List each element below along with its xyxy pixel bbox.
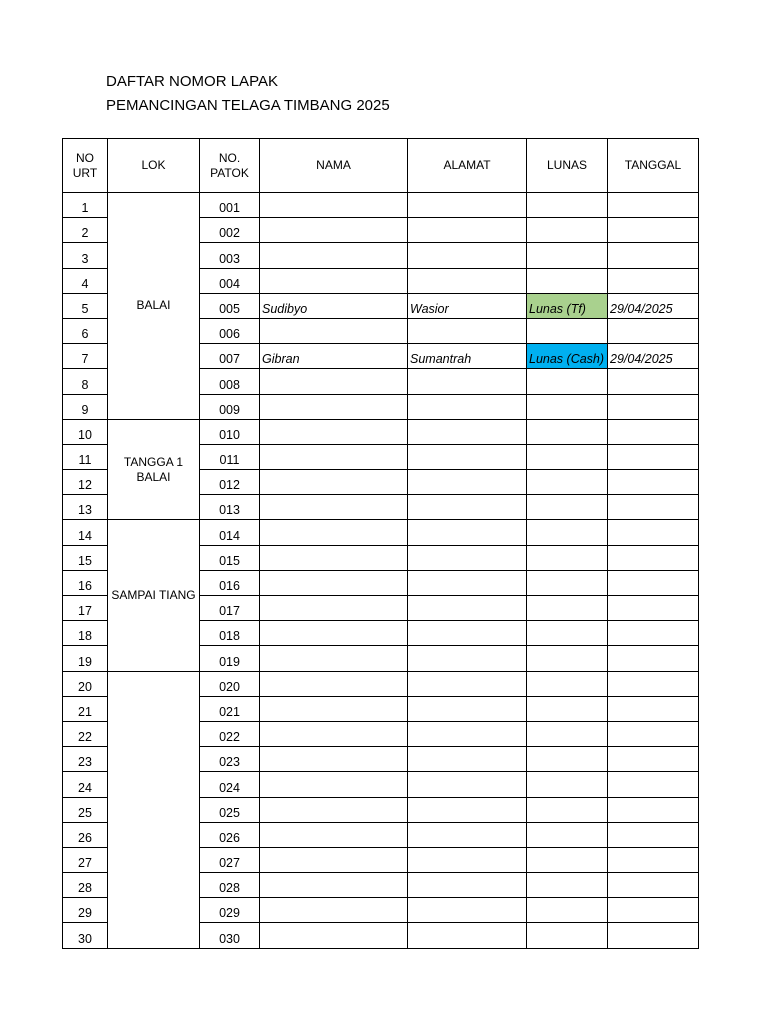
lunas-cell (527, 570, 608, 595)
lunas-cell (527, 545, 608, 570)
table-row (63, 520, 699, 545)
tanggal-cell (608, 873, 699, 898)
alamat-cell (408, 193, 527, 218)
header-tanggal: TANGGAL (608, 139, 699, 193)
tanggal-cell (608, 218, 699, 243)
no-patok-cell: 019 (200, 646, 260, 671)
nama-cell (260, 369, 408, 394)
lok-group-label: TANGGA 1 BALAI (123, 454, 184, 484)
header-no-patok: NO. PATOK (200, 139, 260, 193)
nama-cell (260, 747, 408, 772)
nama-cell (260, 193, 408, 218)
header-nama: NAMA (260, 139, 408, 193)
lunas-cell (527, 696, 608, 721)
alamat-cell (408, 268, 527, 293)
alamat-cell (408, 772, 527, 797)
nama-cell (260, 772, 408, 797)
no-patok-cell: 008 (200, 369, 260, 394)
lunas-cell (527, 772, 608, 797)
document-title: DAFTAR NOMOR LAPAK (106, 73, 278, 90)
alamat-cell (408, 696, 527, 721)
table-row (63, 193, 699, 218)
tanggal-cell (608, 671, 699, 696)
header-lok: LOK (108, 139, 200, 193)
nama-cell (260, 797, 408, 822)
no-patok-cell: 005 (200, 293, 260, 318)
tanggal-cell: 29/04/2025 (608, 344, 699, 369)
no-urt-cell: 13 (63, 495, 108, 520)
tanggal-cell (608, 318, 699, 343)
alamat-cell (408, 545, 527, 570)
no-urt-cell: 9 (63, 394, 108, 419)
lunas-cell (527, 444, 608, 469)
no-patok-cell: 001 (200, 193, 260, 218)
no-urt-cell: 14 (63, 520, 108, 545)
no-urt-cell: 28 (63, 873, 108, 898)
no-patok-cell: 002 (200, 218, 260, 243)
no-urt-cell: 10 (63, 419, 108, 444)
alamat-cell (408, 243, 527, 268)
no-patok-cell: 011 (200, 444, 260, 469)
tanggal-cell: 29/04/2025 (608, 293, 699, 318)
no-patok-cell: 027 (200, 847, 260, 872)
no-urt-cell: 7 (63, 344, 108, 369)
no-patok-cell: 006 (200, 318, 260, 343)
tanggal-cell (608, 570, 699, 595)
alamat-cell (408, 394, 527, 419)
alamat-cell (408, 369, 527, 394)
tanggal-cell (608, 193, 699, 218)
alamat-cell (408, 847, 527, 872)
lunas-cell (527, 923, 608, 948)
no-urt-cell: 20 (63, 671, 108, 696)
alamat-cell (408, 218, 527, 243)
nama-cell (260, 318, 408, 343)
nama-cell (260, 495, 408, 520)
lunas-cell (527, 797, 608, 822)
nama-cell (260, 646, 408, 671)
lunas-cell (527, 646, 608, 671)
table-row (63, 419, 699, 444)
lunas-cell (527, 470, 608, 495)
alamat-cell (408, 495, 527, 520)
alamat-cell (408, 822, 527, 847)
nama-cell (260, 721, 408, 746)
tanggal-cell (608, 444, 699, 469)
no-urt-cell: 6 (63, 318, 108, 343)
no-patok-cell: 009 (200, 394, 260, 419)
alamat-cell (408, 318, 527, 343)
lok-group-cell (108, 520, 200, 671)
tanggal-cell (608, 369, 699, 394)
no-patok-cell: 028 (200, 873, 260, 898)
table-body (63, 193, 699, 949)
no-urt-cell: 4 (63, 268, 108, 293)
alamat-cell (408, 419, 527, 444)
lunas-cell (527, 218, 608, 243)
no-urt-cell: 25 (63, 797, 108, 822)
no-urt-cell: 19 (63, 646, 108, 671)
alamat-cell (408, 898, 527, 923)
no-urt-cell: 17 (63, 596, 108, 621)
no-patok-cell: 025 (200, 797, 260, 822)
nama-cell (260, 570, 408, 595)
lunas-cell (527, 873, 608, 898)
nama-cell (260, 394, 408, 419)
no-patok-cell: 017 (200, 596, 260, 621)
no-urt-cell: 16 (63, 570, 108, 595)
lok-group-cell (108, 419, 200, 520)
lunas-cell: Lunas (Tf) (527, 293, 608, 318)
no-patok-cell: 012 (200, 470, 260, 495)
nama-cell (260, 545, 408, 570)
no-urt-cell: 30 (63, 923, 108, 948)
no-urt-cell: 2 (63, 218, 108, 243)
no-urt-cell: 12 (63, 470, 108, 495)
nama-cell (260, 470, 408, 495)
lok-group-label: SAMPAI TIANG (111, 588, 196, 602)
nama-cell (260, 621, 408, 646)
nama-cell (260, 671, 408, 696)
lunas-cell (527, 369, 608, 394)
alamat-cell (408, 923, 527, 948)
tanggal-cell (608, 847, 699, 872)
no-patok-cell: 003 (200, 243, 260, 268)
nama-cell (260, 268, 408, 293)
nama-cell (260, 696, 408, 721)
tanggal-cell (608, 621, 699, 646)
alamat-cell (408, 444, 527, 469)
no-urt-cell: 24 (63, 772, 108, 797)
no-patok-cell: 014 (200, 520, 260, 545)
lunas-cell (527, 721, 608, 746)
table-row (63, 671, 699, 696)
no-urt-cell: 21 (63, 696, 108, 721)
no-urt-cell: 26 (63, 822, 108, 847)
lunas-cell (527, 318, 608, 343)
header-lunas: LUNAS (527, 139, 608, 193)
tanggal-cell (608, 419, 699, 444)
nama-cell (260, 822, 408, 847)
alamat-cell (408, 520, 527, 545)
tanggal-cell (608, 596, 699, 621)
alamat-cell: Wasior (408, 293, 527, 318)
nama-cell (260, 596, 408, 621)
lok-group-cell (108, 193, 200, 420)
tanggal-cell (608, 898, 699, 923)
no-patok-cell: 010 (200, 419, 260, 444)
nama-cell (260, 520, 408, 545)
lok-group-label: BALAI (136, 298, 171, 313)
nama-cell: Gibran (260, 344, 408, 369)
alamat-cell (408, 646, 527, 671)
tanggal-cell (608, 696, 699, 721)
tanggal-cell (608, 747, 699, 772)
lunas-cell (527, 621, 608, 646)
no-patok-cell: 026 (200, 822, 260, 847)
tanggal-cell (608, 923, 699, 948)
no-patok-cell: 013 (200, 495, 260, 520)
tanggal-cell (608, 545, 699, 570)
alamat-cell (408, 470, 527, 495)
no-patok-cell: 007 (200, 344, 260, 369)
no-urt-cell: 8 (63, 369, 108, 394)
no-urt-cell: 3 (63, 243, 108, 268)
no-urt-cell: 15 (63, 545, 108, 570)
nama-cell (260, 873, 408, 898)
no-patok-cell: 018 (200, 621, 260, 646)
alamat-cell (408, 721, 527, 746)
no-patok-cell: 020 (200, 671, 260, 696)
no-patok-cell: 021 (200, 696, 260, 721)
alamat-cell (408, 873, 527, 898)
lunas-cell (527, 419, 608, 444)
no-urt-cell: 29 (63, 898, 108, 923)
no-patok-cell: 004 (200, 268, 260, 293)
lunas-cell (527, 822, 608, 847)
tanggal-cell (608, 394, 699, 419)
tanggal-cell (608, 520, 699, 545)
nama-cell (260, 243, 408, 268)
lunas-cell (527, 898, 608, 923)
nama-cell (260, 218, 408, 243)
nama-cell (260, 444, 408, 469)
lok-group-cell (108, 671, 200, 948)
alamat-cell (408, 570, 527, 595)
lunas-cell (527, 520, 608, 545)
tanggal-cell (608, 268, 699, 293)
nama-cell: Sudibyo (260, 293, 408, 318)
no-patok-cell: 015 (200, 545, 260, 570)
tanggal-cell (608, 772, 699, 797)
nama-cell (260, 898, 408, 923)
no-urt-cell: 5 (63, 293, 108, 318)
no-patok-cell: 023 (200, 747, 260, 772)
tanggal-cell (608, 646, 699, 671)
no-patok-cell: 029 (200, 898, 260, 923)
tanggal-cell (608, 721, 699, 746)
nama-cell (260, 923, 408, 948)
no-patok-cell: 022 (200, 721, 260, 746)
nama-cell (260, 847, 408, 872)
no-urt-cell: 1 (63, 193, 108, 218)
no-patok-cell: 016 (200, 570, 260, 595)
alamat-cell: Sumantrah (408, 344, 527, 369)
tanggal-cell (608, 495, 699, 520)
nama-cell (260, 419, 408, 444)
tanggal-cell (608, 243, 699, 268)
no-patok-cell: 024 (200, 772, 260, 797)
header-alamat: ALAMAT (408, 139, 527, 193)
no-urt-cell: 23 (63, 747, 108, 772)
header-no-urt: NO URT (63, 139, 108, 193)
lunas-cell (527, 495, 608, 520)
no-urt-cell: 11 (63, 444, 108, 469)
lunas-cell (527, 193, 608, 218)
tanggal-cell (608, 470, 699, 495)
alamat-cell (408, 596, 527, 621)
alamat-cell (408, 797, 527, 822)
alamat-cell (408, 747, 527, 772)
lapak-table (62, 138, 699, 949)
tanggal-cell (608, 822, 699, 847)
document-subtitle: PEMANCINGAN TELAGA TIMBANG 2025 (106, 97, 390, 114)
lunas-cell (527, 394, 608, 419)
alamat-cell (408, 671, 527, 696)
tanggal-cell (608, 797, 699, 822)
no-urt-cell: 27 (63, 847, 108, 872)
lunas-cell (527, 596, 608, 621)
alamat-cell (408, 621, 527, 646)
lunas-cell (527, 671, 608, 696)
lunas-cell (527, 847, 608, 872)
no-urt-cell: 18 (63, 621, 108, 646)
no-urt-cell: 22 (63, 721, 108, 746)
no-patok-cell: 030 (200, 923, 260, 948)
header-row (63, 139, 699, 193)
lunas-cell (527, 268, 608, 293)
lunas-cell (527, 747, 608, 772)
lunas-cell: Lunas (Cash) (527, 344, 608, 369)
lunas-cell (527, 243, 608, 268)
